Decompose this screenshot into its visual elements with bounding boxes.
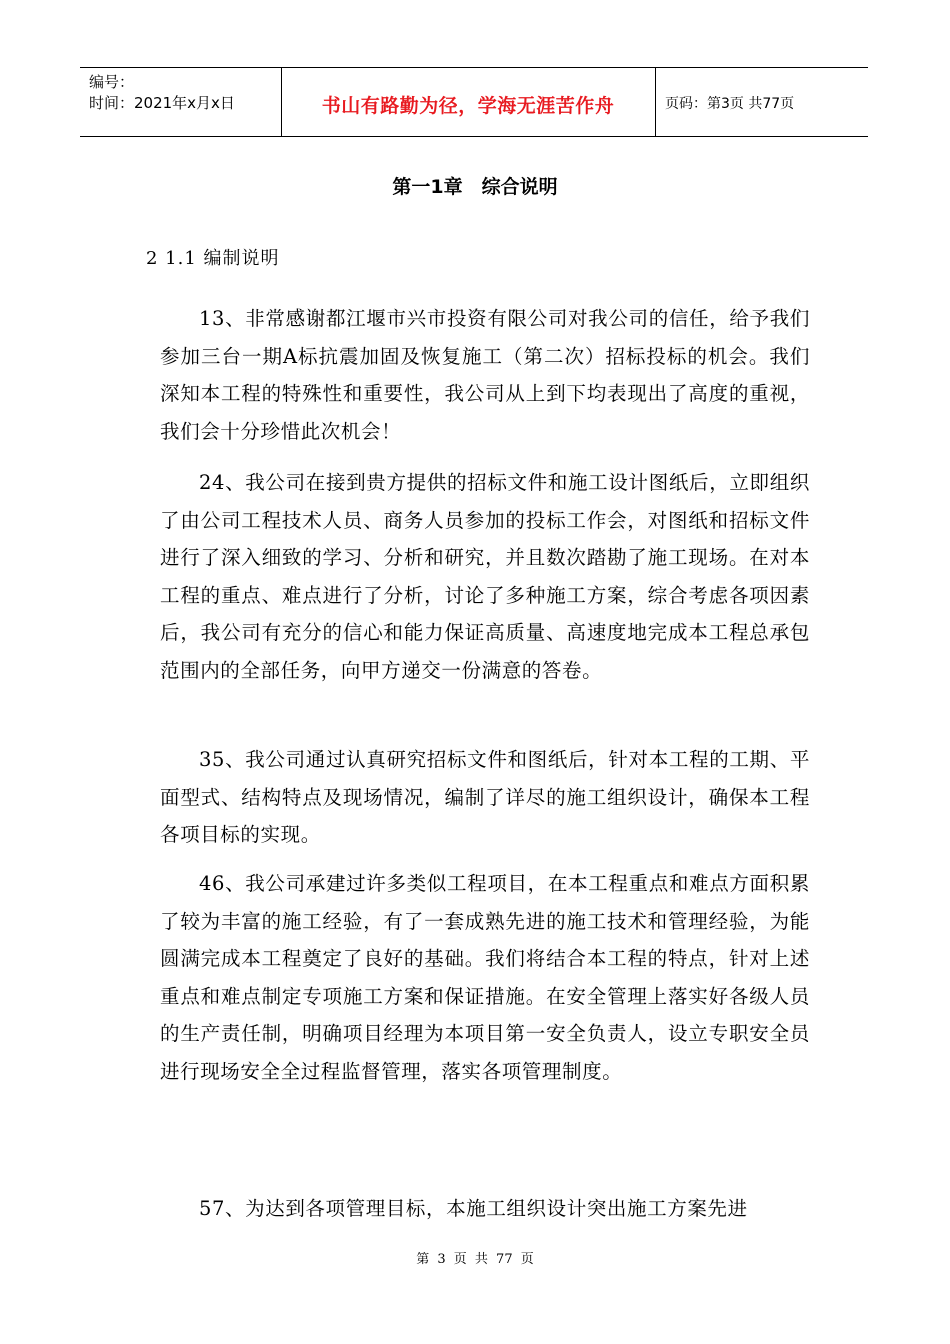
date-label: 时间：2021年x月x日 [89, 94, 235, 112]
paragraph: 35、我公司通过认真研究招标文件和图纸后，针对本工程的工期、平面型式、结构特点及现场情况，编制了详尽的施工组织设计，确保本工程各项目标的实现。 [160, 748, 810, 846]
header-divider [655, 68, 656, 136]
page-footer: 第 3 页 共 77 页 [416, 1252, 534, 1267]
paragraph: 13、非常感谢都江堰市兴市投资有限公司对我公司的信任，给予我们参加三台一期A标抗震加固及恢复施工（第二次）招标投标的机会。我们深知本工程的特殊性和重要性，我公司从上到下均表现出了高度的重视，我们会十分珍惜此次机会！ [160, 307, 810, 443]
header-left [89, 72, 235, 114]
header-motto: 书山有路勤为径，学海无涯苦作舟 [321, 95, 615, 117]
paragraph: 24、我公司在接到贵方提供的招标文件和施工设计图纸后，立即组织了由公司工程技术人员、商务人员参加的投标工作会，对图纸和招标文件进行了深入细致的学习、分析和研究，并且数次踏勘了施工现场。在对本工程的重点、难点进行了分析，讨论了多种施工方案，综合考虑各项因素后，我公司有充分的信心和能力保证高质量、高速度地完成本工程总承包范围内的全部任务，向甲方递交一份满意的答卷。 [160, 471, 810, 682]
header-page-info: 页码：第3页 共77页 [665, 96, 795, 112]
paragraph: 57、为达到各项管理目标，本施工组织设计突出施工方案先进 [199, 1197, 748, 1220]
paragraph: 46、我公司承建过许多类似工程项目，在本工程重点和难点方面积累了较为丰富的施工经验，有了一套成熟先进的施工技术和管理经验，为能圆满完成本工程奠定了良好的基础。我们将结合本工程的特点，针对上述重点和难点制定专项施工方案和保证措施。在安全管理上落实好各级人员的生产责任制，明确项目经理为本项目第一安全负责人，设立专职安全员进行现场安全全过程监督管理，落实各项管理制度。 [160, 872, 810, 1083]
section-title: 2 1.1 编制说明 [146, 248, 280, 269]
chapter-title: 第一1章 综合说明 [392, 176, 558, 198]
number-label: 编号： [89, 73, 135, 91]
page-header [80, 67, 868, 137]
